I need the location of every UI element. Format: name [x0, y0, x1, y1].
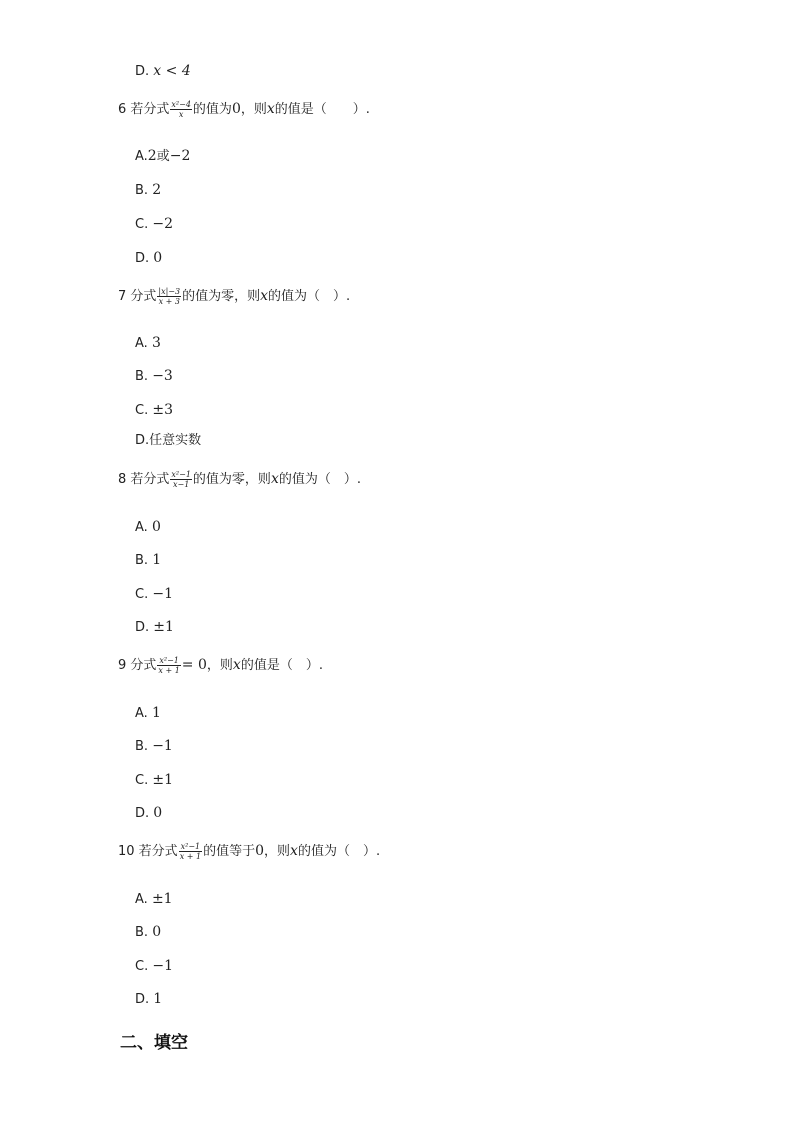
question-mid: 的值为零，则 [192, 472, 271, 487]
option-d-q6 [135, 249, 162, 268]
question-mid-math: 0 [231, 101, 241, 117]
option-text: 或 [156, 149, 170, 164]
question-prefix: 8 若分式 [118, 472, 170, 487]
question-prefix: 7 分式 [118, 289, 157, 304]
option-c-q9 [135, 771, 173, 790]
question-variable: x [290, 843, 298, 859]
option-label: D. [135, 251, 150, 266]
option-label: B. [135, 739, 149, 754]
option-math: 3 [151, 335, 161, 351]
question-8 [118, 470, 361, 489]
option-label: B. [135, 553, 149, 568]
fraction [157, 287, 181, 306]
option-a-q7 [135, 334, 161, 353]
option-a-q6 [135, 147, 190, 166]
fraction-numerator: |x|−3 [158, 287, 181, 296]
fraction-numerator: x²−1 [180, 842, 201, 851]
question-after-math: ，则 [240, 102, 267, 117]
option-label: A. [135, 892, 148, 907]
fraction-denominator: x [178, 110, 184, 119]
question-suffix: 的值是（ ）. [240, 658, 323, 673]
fraction [170, 100, 192, 119]
option-math: −1 [152, 958, 173, 974]
option-b-q8 [135, 551, 161, 570]
option-label: C. [135, 403, 149, 418]
option-math: 2 [152, 182, 162, 198]
option-label: D. [135, 64, 150, 79]
fraction [179, 842, 202, 861]
question-mid: 的值为零，则 [182, 289, 261, 304]
option-label: D. [135, 620, 150, 635]
option-d-q8 [135, 618, 174, 637]
question-variable: x [266, 101, 275, 117]
question-variable: x [270, 471, 279, 487]
question-variable: x [260, 288, 269, 304]
option-math: −2 [152, 216, 173, 232]
option-label: D. [135, 806, 150, 821]
question-7 [118, 287, 350, 306]
question-6 [118, 100, 370, 119]
option-label: C. [135, 587, 149, 602]
option-label: A. [135, 520, 148, 535]
option-math: 0 [153, 250, 163, 266]
option-math: 0 [151, 519, 161, 535]
fraction-denominator: x + 3 [158, 297, 180, 306]
option-math: −1 [152, 738, 173, 754]
option-a-q10 [135, 890, 173, 909]
option-d-q5 [135, 62, 191, 81]
option-c-q6 [135, 215, 173, 234]
option-label: A. [135, 706, 148, 721]
question-suffix: 的值为（ ）. [297, 844, 381, 859]
option-c-q8 [135, 585, 173, 604]
section-title: 二、填空 [120, 1033, 188, 1053]
question-mid-math: 0 [255, 843, 265, 859]
option-label: A. [135, 336, 148, 351]
question-mid: 的值等于 [203, 844, 256, 859]
option-label: B. [135, 183, 149, 198]
option-a-q9 [135, 704, 161, 723]
fraction-numerator: x²−1 [159, 656, 179, 665]
question-mid: 的值为 [192, 102, 232, 117]
question-10 [118, 842, 380, 861]
option-label: D. [135, 433, 150, 448]
option-d-q9 [135, 804, 162, 823]
option-math: ±1 [152, 772, 173, 788]
option-b-q7 [135, 367, 173, 386]
fraction-numerator: x²−4 [171, 100, 191, 109]
question-prefix: 9 分式 [118, 658, 157, 673]
option-math: ±3 [152, 402, 173, 418]
option-c-q10 [135, 957, 173, 976]
fraction [157, 656, 180, 675]
option-b-q10 [135, 923, 161, 942]
option-math: −3 [152, 368, 173, 384]
option-label: C. [135, 773, 149, 788]
question-after-math: ，则 [264, 844, 291, 859]
option-math: ±1 [151, 891, 173, 907]
option-label: C. [135, 959, 149, 974]
option-math: 2 [147, 148, 157, 164]
option-math: x < 4 [153, 63, 191, 79]
fraction-denominator: x + 1 [158, 666, 180, 675]
option-math-2: −2 [169, 148, 191, 164]
fraction [170, 470, 192, 489]
option-d-q10 [135, 990, 162, 1009]
option-label: C. [135, 217, 149, 232]
option-math: 0 [152, 924, 162, 940]
option-math: 0 [153, 805, 163, 821]
option-a-q8 [135, 518, 161, 537]
option-math: 1 [152, 552, 162, 568]
question-mid-math: = 0 [181, 657, 207, 673]
option-math: 1 [153, 991, 163, 1007]
fraction-numerator: x²−1 [171, 470, 191, 479]
question-suffix: 的值为（ ）. [278, 472, 361, 487]
question-after-math: ，则 [206, 658, 233, 673]
option-math: 1 [151, 705, 161, 721]
question-prefix: 10 若分式 [118, 844, 178, 859]
question-9 [118, 656, 323, 675]
question-suffix: 的值是（ ）. [274, 102, 370, 117]
option-d-q7 [135, 432, 201, 450]
option-c-q7 [135, 401, 173, 420]
option-b-q9 [135, 737, 173, 756]
question-suffix: 的值为（ ）. [268, 289, 351, 304]
option-label: D. [135, 992, 150, 1007]
option-b-q6 [135, 181, 161, 200]
option-math: ±1 [153, 619, 174, 635]
fraction-denominator: x−1 [173, 480, 190, 489]
option-label: B. [135, 369, 149, 384]
question-prefix: 6 若分式 [118, 102, 170, 117]
option-label: B. [135, 925, 149, 940]
option-text: 任意实数 [149, 433, 202, 448]
option-label: A. [135, 149, 148, 164]
question-variable: x [232, 657, 241, 673]
option-math: −1 [152, 586, 173, 602]
fraction-denominator: x + 1 [179, 852, 202, 861]
